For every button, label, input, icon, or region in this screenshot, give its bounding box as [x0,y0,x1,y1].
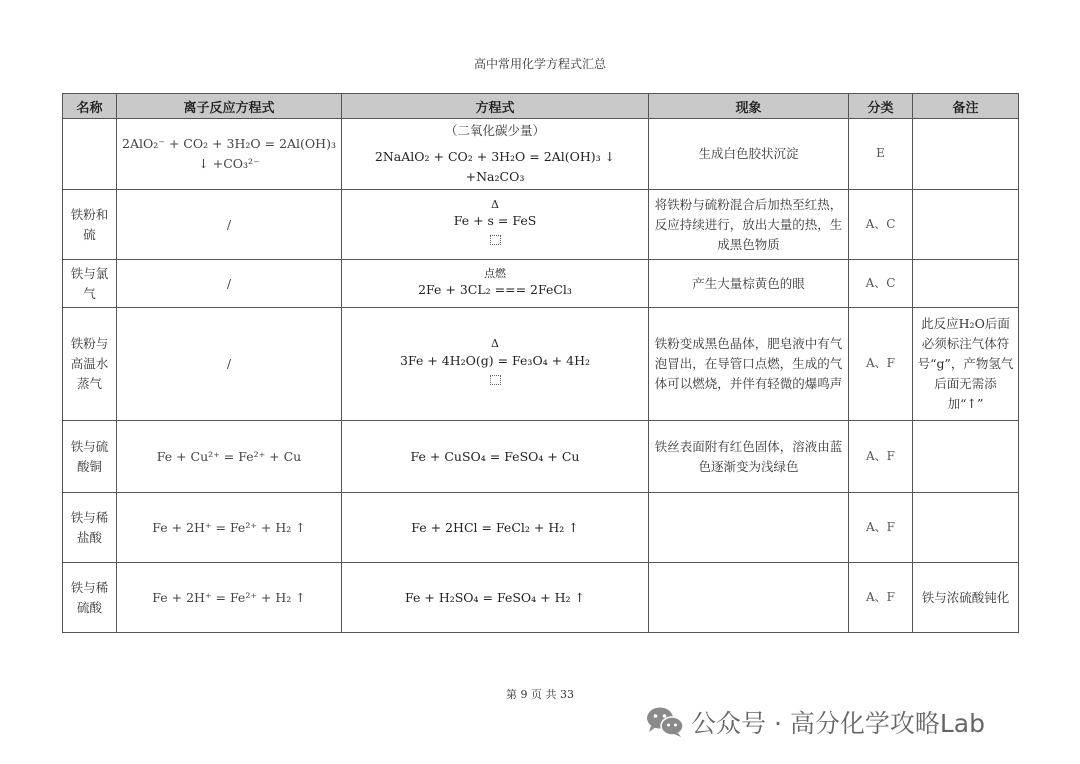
table-row [63,260,1019,308]
reaction-condition: Δ [491,337,499,351]
header-name: 名称 [63,94,117,119]
watermark-text: 公众号 · 高分化学攻略Lab [691,709,985,738]
ionic-equation: Fe + 2H⁺ = Fe²⁺ + H₂ ↑ [117,563,342,633]
category: E [849,119,913,190]
equation: Fe + s = FeS [453,213,537,229]
phenomenon: 铁丝表面附有红色固体，溶液由蓝色逐渐变为浅绿色 [649,421,849,493]
remark [913,421,1019,493]
remark: 铁与浓硫酸钝化 [913,563,1019,633]
reaction-name: 铁与稀硫酸 [63,563,117,633]
equation-cell [342,493,649,563]
document-title: 高中常用化学方程式汇总 [473,57,606,71]
ionic-equation: / [117,260,342,308]
ionic-equation: 2AlO₂⁻ + CO₂ + 3H₂O = 2Al(OH)₃ ↓ +CO₃²⁻ [117,119,342,190]
reaction-name: 铁与硫酸铜 [63,421,117,493]
equation-cell [342,190,649,260]
category: A、C [849,190,913,260]
ionic-equation: / [117,308,342,421]
equation: 2NaAlO₂ + CO₂ + 3H₂O = 2Al(OH)₃ ↓ +Na₂CO₃ [374,149,616,184]
equation: Fe + H₂SO₄ = FeSO₄ + H₂ ↑ [405,589,585,605]
equation-cell [342,308,649,421]
equation-cell [342,563,649,633]
page-number: 第 9 页 共 33 [506,688,574,701]
equation: 2Fe + 3CL₂ === 2FeCl₃ [418,282,572,298]
table-header-row [63,94,1019,119]
equation-note: （二氧化碳少量） [444,123,545,138]
equation-cell [342,421,649,493]
category: A、F [849,308,913,421]
watermark [645,702,985,742]
category: A、F [849,421,913,493]
wechat-icon [645,705,685,739]
header-ionic-equation: 离子反应方程式 [117,94,342,119]
header-category: 分类 [849,94,913,119]
equation: Fe + 2HCl = FeCl₂ + H₂ ↑ [411,519,579,535]
reaction-name: 铁与氯气 [63,260,117,308]
phenomenon: 生成白色胶状沉淀 [649,119,849,190]
remark [913,493,1019,563]
header-remark: 备注 [913,94,1019,119]
header-equation: 方程式 [342,94,649,119]
remark [913,190,1019,260]
equation-cell [342,119,649,190]
phenomenon: 产生大量棕黄色的眼 [649,260,849,308]
category: A、F [849,563,913,633]
equation-table [62,93,1019,633]
reaction-condition: 点燃 [484,266,506,280]
remark [913,119,1019,190]
equation: 3Fe + 4H₂O(g) = Fe₃O₄ + 4H₂ [400,352,590,368]
ionic-equation: / [117,190,342,260]
table-row [63,190,1019,260]
phenomenon: 将铁粉与硫粉混合后加热至红热，反应持续进行，放出大量的热，生成黑色物质 [649,190,849,260]
equation-cell [342,260,649,308]
phenomenon: 铁粉变成黑色晶体，肥皂液中有气泡冒出，在导管口点燃，生成的气体可以燃烧，并伴有轻微的爆鸣声 [649,308,849,421]
reaction-name [63,119,117,190]
category: A、F [849,493,913,563]
placeholder-box-icon [490,375,501,385]
phenomenon [649,493,849,563]
placeholder-box-icon [490,235,501,245]
ionic-equation: Fe + 2H⁺ = Fe²⁺ + H₂ ↑ [117,493,342,563]
reaction-name: 铁粉和硫 [63,190,117,260]
ionic-equation: Fe + Cu²⁺ = Fe²⁺ + Cu [117,421,342,493]
table-row [63,119,1019,190]
remark [913,260,1019,308]
reaction-name: 铁粉与高温水蒸气 [63,308,117,421]
reaction-condition: Δ [491,197,499,211]
reaction-name: 铁与稀盐酸 [63,493,117,563]
table-row [63,421,1019,493]
table-row [63,493,1019,563]
header-phenomenon: 现象 [649,94,849,119]
phenomenon [649,563,849,633]
table-row [63,308,1019,421]
equation: Fe + CuSO₄ = FeSO₄ + Cu [410,448,580,464]
table-row [63,563,1019,633]
remark: 此反应H₂O后面必须标注气体符号“g”，产物氢气后面无需添加“↑” [913,308,1019,421]
category: A、C [849,260,913,308]
